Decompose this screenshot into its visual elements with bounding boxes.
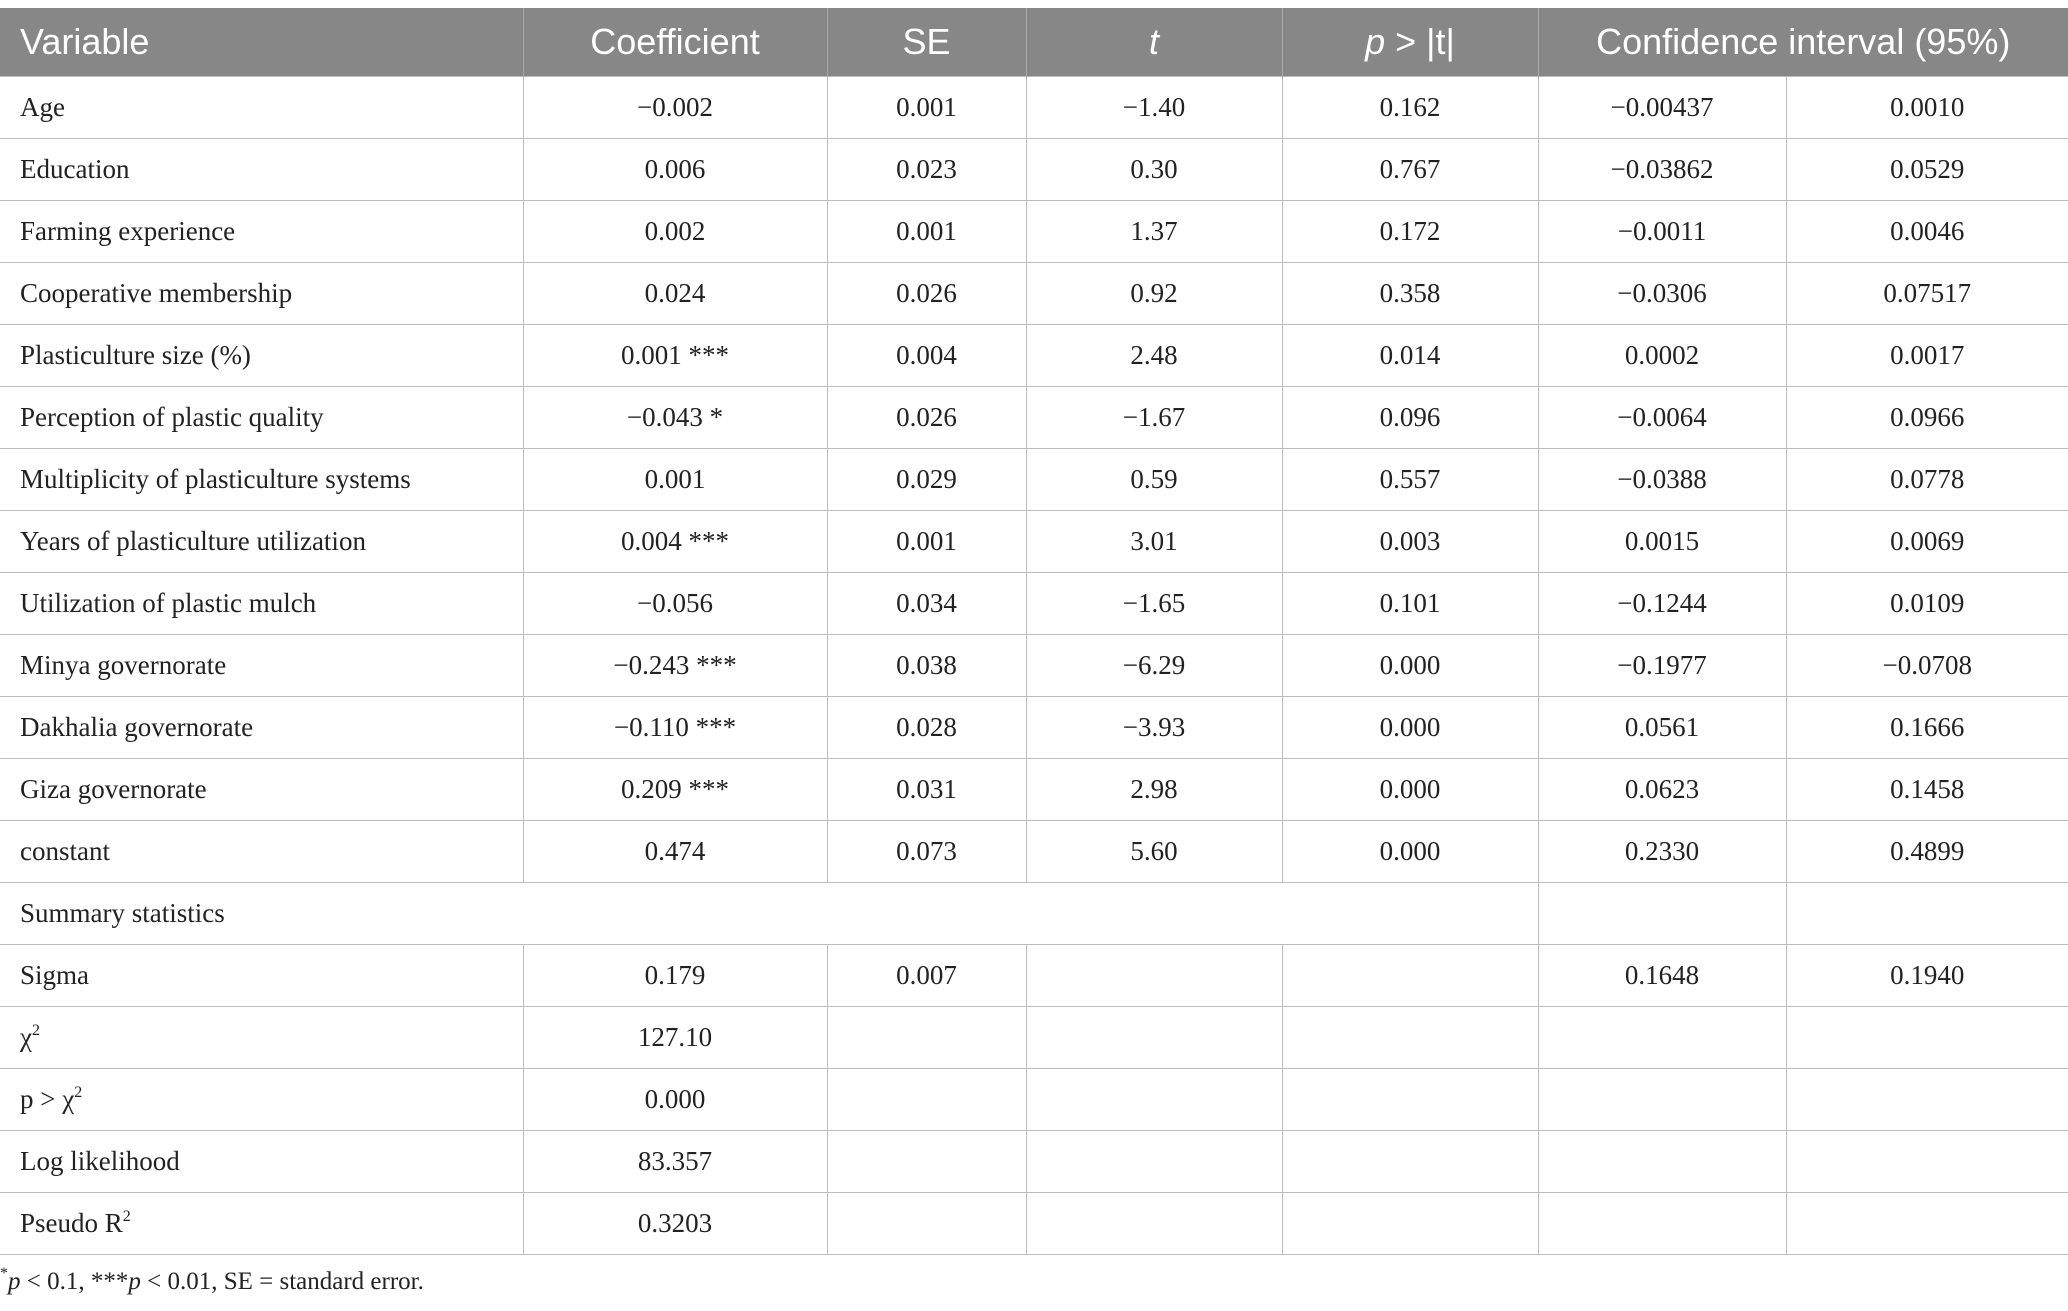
sigma-label: Sigma — [0, 945, 523, 1007]
variable-name-cell: Education — [0, 139, 523, 201]
ci-lower-cell: −0.0388 — [1538, 449, 1786, 511]
t-statistic-cell: −3.93 — [1026, 697, 1282, 759]
ci-upper-cell: 0.0069 — [1786, 511, 2068, 573]
p-value-cell: 0.358 — [1282, 263, 1538, 325]
p-chi-square-superscript: 2 — [74, 1084, 83, 1101]
p-chi-square-text: p > χ — [20, 1084, 75, 1114]
chi-square-value: 127.10 — [523, 1007, 827, 1069]
header-confidence-interval: Confidence interval (95%) — [1538, 8, 2068, 77]
coefficient-cell: −0.243 *** — [523, 635, 827, 697]
coefficient-cell: 0.004 *** — [523, 511, 827, 573]
standard-error-cell: 0.001 — [827, 201, 1026, 263]
coefficient-cell: −0.056 — [523, 573, 827, 635]
t-statistic-cell: −1.40 — [1026, 77, 1282, 139]
empty-cell — [1786, 1193, 2068, 1255]
sigma-ci-high: 0.1940 — [1786, 945, 2068, 1007]
ci-lower-cell: −0.1244 — [1538, 573, 1786, 635]
p-value-cell: 0.003 — [1282, 511, 1538, 573]
standard-error-cell: 0.031 — [827, 759, 1026, 821]
p-value-cell: 0.000 — [1282, 759, 1538, 821]
ci-upper-cell: 0.0017 — [1786, 325, 2068, 387]
ci-upper-cell: 0.1458 — [1786, 759, 2068, 821]
ci-upper-cell: 0.07517 — [1786, 263, 2068, 325]
chi-square-symbol: χ — [20, 1022, 32, 1052]
ci-lower-cell: −0.03862 — [1538, 139, 1786, 201]
empty-cell — [827, 1007, 1026, 1069]
ci-lower-cell: −0.0064 — [1538, 387, 1786, 449]
coefficient-cell: 0.006 — [523, 139, 827, 201]
p-value-cell: 0.557 — [1282, 449, 1538, 511]
variable-name-cell: Farming experience — [0, 201, 523, 263]
t-statistic-cell: 0.59 — [1026, 449, 1282, 511]
ci-lower-cell: −0.00437 — [1538, 77, 1786, 139]
regression-results-table — [0, 8, 2068, 1255]
sigma-coefficient: 0.179 — [523, 945, 827, 1007]
header-se: SE — [827, 8, 1026, 77]
empty-cell — [827, 1131, 1026, 1193]
table-row — [0, 139, 2068, 201]
standard-error-cell: 0.001 — [827, 511, 1026, 573]
coefficient-cell: 0.002 — [523, 201, 827, 263]
ci-lower-cell: −0.0306 — [1538, 263, 1786, 325]
p-value-cell: 0.000 — [1282, 821, 1538, 883]
ci-upper-cell: 0.0778 — [1786, 449, 2068, 511]
coefficient-cell: −0.043 * — [523, 387, 827, 449]
ci-upper-cell: 0.1666 — [1786, 697, 2068, 759]
ci-upper-cell: −0.0708 — [1786, 635, 2068, 697]
ci-upper-cell: 0.0010 — [1786, 77, 2068, 139]
variable-name-cell: Years of plasticulture utilization — [0, 511, 523, 573]
footnote-text2: < 0.01, SE = standard error. — [140, 1268, 424, 1295]
empty-cell — [1538, 1131, 1786, 1193]
pseudo-r2-text: Pseudo R — [20, 1208, 123, 1238]
variable-name-cell: Plasticulture size (%) — [0, 325, 523, 387]
empty-cell — [1026, 1007, 1282, 1069]
pseudo-r2-value: 0.3203 — [523, 1193, 827, 1255]
log-likelihood-value: 83.357 — [523, 1131, 827, 1193]
header-p-value — [1282, 8, 1538, 77]
summary-statistics-label: Summary statistics — [0, 883, 1538, 945]
standard-error-cell: 0.073 — [827, 821, 1026, 883]
t-statistic-cell: 2.48 — [1026, 325, 1282, 387]
regression-table-container — [0, 8, 2068, 1255]
coefficient-cell: 0.209 *** — [523, 759, 827, 821]
footnote-text1: < 0.1, *** — [20, 1268, 129, 1295]
table-row — [0, 697, 2068, 759]
empty-cell — [1026, 945, 1282, 1007]
header-variable: Variable — [0, 8, 523, 77]
p-value-cell: 0.101 — [1282, 573, 1538, 635]
t-statistic-cell: 3.01 — [1026, 511, 1282, 573]
empty-cell — [1786, 1069, 2068, 1131]
ci-lower-cell: −0.0011 — [1538, 201, 1786, 263]
coefficient-cell: 0.024 — [523, 263, 827, 325]
header-p-rest: > |t| — [1385, 21, 1455, 62]
standard-error-cell: 0.001 — [827, 77, 1026, 139]
chi-square-row — [0, 1007, 2068, 1069]
empty-cell — [1282, 945, 1538, 1007]
t-statistic-cell: −1.67 — [1026, 387, 1282, 449]
table-header-row — [0, 8, 2068, 77]
variable-name-cell: Age — [0, 77, 523, 139]
ci-upper-cell: 0.4899 — [1786, 821, 2068, 883]
empty-cell — [1026, 1193, 1282, 1255]
ci-lower-cell: 0.0561 — [1538, 697, 1786, 759]
empty-cell — [1026, 1131, 1282, 1193]
chi-square-label — [0, 1007, 523, 1069]
empty-cell — [1538, 1193, 1786, 1255]
t-statistic-cell: 5.60 — [1026, 821, 1282, 883]
variable-name-cell: Multiplicity of plasticulture systems — [0, 449, 523, 511]
ci-lower-cell: 0.0002 — [1538, 325, 1786, 387]
p-value-cell: 0.172 — [1282, 201, 1538, 263]
t-statistic-cell: 2.98 — [1026, 759, 1282, 821]
empty-cell — [1786, 883, 2068, 945]
t-statistic-cell: 1.37 — [1026, 201, 1282, 263]
header-t: t — [1026, 8, 1282, 77]
table-row — [0, 387, 2068, 449]
p-value-cell: 0.096 — [1282, 387, 1538, 449]
table-row — [0, 573, 2068, 635]
sigma-se: 0.007 — [827, 945, 1026, 1007]
empty-cell — [827, 1069, 1026, 1131]
variable-name-cell: Utilization of plastic mulch — [0, 573, 523, 635]
sigma-row — [0, 945, 2068, 1007]
table-row — [0, 821, 2068, 883]
p-value-cell: 0.162 — [1282, 77, 1538, 139]
table-row — [0, 449, 2068, 511]
p-value-cell: 0.000 — [1282, 635, 1538, 697]
t-statistic-cell: 0.30 — [1026, 139, 1282, 201]
chi-square-superscript: 2 — [31, 1022, 40, 1039]
table-footnote — [0, 1265, 424, 1296]
table-row — [0, 759, 2068, 821]
table-row — [0, 201, 2068, 263]
variable-name-cell: Giza governorate — [0, 759, 523, 821]
table-row — [0, 325, 2068, 387]
variable-name-cell: constant — [0, 821, 523, 883]
empty-cell — [1026, 1069, 1282, 1131]
ci-lower-cell: 0.0015 — [1538, 511, 1786, 573]
empty-cell — [1538, 1007, 1786, 1069]
ci-lower-cell: −0.1977 — [1538, 635, 1786, 697]
ci-upper-cell: 0.0109 — [1786, 573, 2068, 635]
variable-name-cell: Cooperative membership — [0, 263, 523, 325]
header-coefficient: Coefficient — [523, 8, 827, 77]
p-value-cell: 0.000 — [1282, 697, 1538, 759]
footnote-p2: p — [128, 1268, 141, 1295]
standard-error-cell: 0.004 — [827, 325, 1026, 387]
standard-error-cell: 0.026 — [827, 387, 1026, 449]
footnote-p1: p — [8, 1268, 21, 1295]
variable-name-cell: Minya governorate — [0, 635, 523, 697]
standard-error-cell: 0.028 — [827, 697, 1026, 759]
empty-cell — [1282, 1131, 1538, 1193]
empty-cell — [827, 1193, 1026, 1255]
standard-error-cell: 0.034 — [827, 573, 1026, 635]
p-value-cell: 0.014 — [1282, 325, 1538, 387]
standard-error-cell: 0.038 — [827, 635, 1026, 697]
variable-name-cell: Dakhalia governorate — [0, 697, 523, 759]
p-chi-square-label — [0, 1069, 523, 1131]
p-value-cell: 0.767 — [1282, 139, 1538, 201]
pseudo-r2-superscript: 2 — [122, 1208, 131, 1225]
table-row — [0, 263, 2068, 325]
coefficient-cell: 0.001 — [523, 449, 827, 511]
empty-cell — [1282, 1069, 1538, 1131]
table-row — [0, 77, 2068, 139]
coefficient-cell: −0.002 — [523, 77, 827, 139]
table-row — [0, 511, 2068, 573]
coefficient-cell: 0.001 *** — [523, 325, 827, 387]
pseudo-r2-label — [0, 1193, 523, 1255]
sigma-ci-low: 0.1648 — [1538, 945, 1786, 1007]
ci-lower-cell: 0.0623 — [1538, 759, 1786, 821]
standard-error-cell: 0.026 — [827, 263, 1026, 325]
t-statistic-cell: −6.29 — [1026, 635, 1282, 697]
summary-statistics-row — [0, 883, 2068, 945]
standard-error-cell: 0.023 — [827, 139, 1026, 201]
empty-cell — [1282, 1007, 1538, 1069]
empty-cell — [1786, 1007, 2068, 1069]
coefficient-cell: −0.110 *** — [523, 697, 827, 759]
empty-cell — [1538, 883, 1786, 945]
empty-cell — [1538, 1069, 1786, 1131]
footnote-star: * — [0, 1265, 8, 1282]
ci-upper-cell: 0.0966 — [1786, 387, 2068, 449]
header-p-letter: p — [1365, 21, 1386, 62]
p-chi-square-value: 0.000 — [523, 1069, 827, 1131]
ci-upper-cell: 0.0529 — [1786, 139, 2068, 201]
ci-upper-cell: 0.0046 — [1786, 201, 2068, 263]
empty-cell — [1282, 1193, 1538, 1255]
pseudo-r2-row — [0, 1193, 2068, 1255]
t-statistic-cell: 0.92 — [1026, 263, 1282, 325]
standard-error-cell: 0.029 — [827, 449, 1026, 511]
table-row — [0, 635, 2068, 697]
log-likelihood-row — [0, 1131, 2068, 1193]
variable-name-cell: Perception of plastic quality — [0, 387, 523, 449]
p-chi-square-row — [0, 1069, 2068, 1131]
log-likelihood-label: Log likelihood — [0, 1131, 523, 1193]
coefficient-cell: 0.474 — [523, 821, 827, 883]
ci-lower-cell: 0.2330 — [1538, 821, 1786, 883]
t-statistic-cell: −1.65 — [1026, 573, 1282, 635]
empty-cell — [1786, 1131, 2068, 1193]
